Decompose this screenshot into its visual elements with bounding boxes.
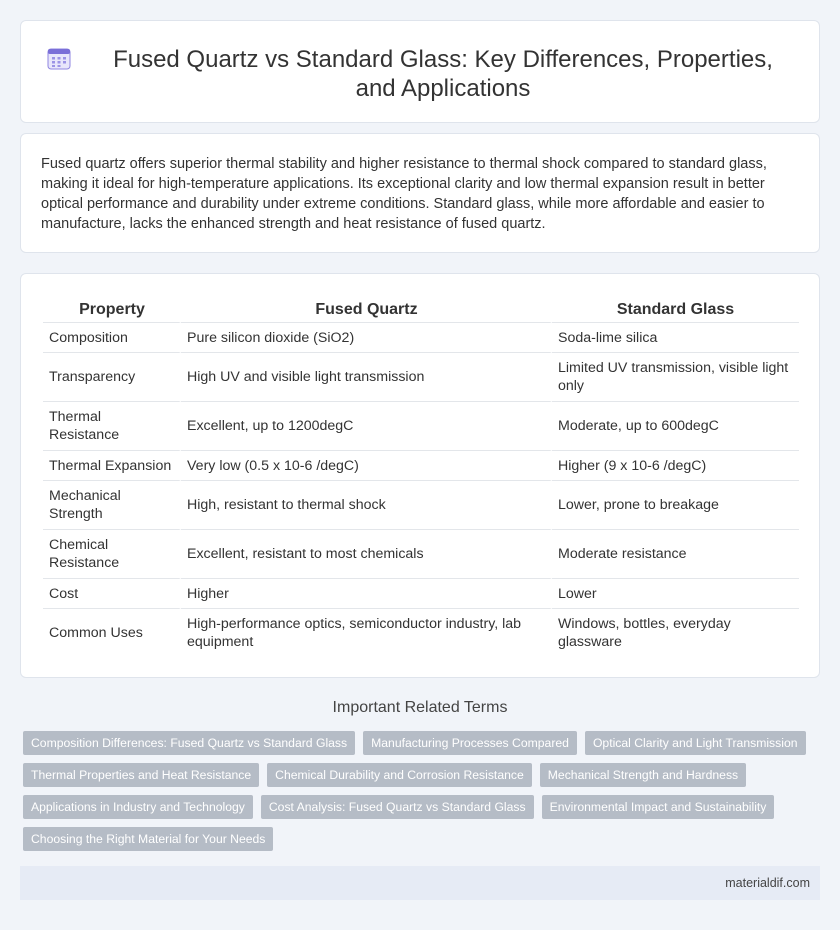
- table-cell: Thermal Resistance: [43, 401, 181, 450]
- table-cell: High, resistant to thermal shock: [181, 480, 552, 529]
- table-cell: Very low (0.5 x 10-6 /degC): [181, 450, 552, 480]
- related-term-link[interactable]: Cost Analysis: Fused Quartz vs Standard Glass: [261, 795, 534, 819]
- footer: [20, 866, 820, 900]
- intro-paragraph: Fused quartz offers superior thermal stability and higher resistance to thermal shock compared to standard glass, making it ideal for high-temperature applications. Its exceptional clarity and low thermal expansion result in better optical performance and durability under extreme conditions. Standard glass, while more affordable and easier to manufacture, lacks the enhanced strength and heat resistance of fused quartz.: [41, 156, 767, 232]
- table-cell: Transparency: [43, 352, 181, 401]
- table-cell: Lower, prone to breakage: [552, 480, 799, 529]
- related-terms-title: Important Related Terms: [332, 699, 508, 716]
- related-term-link[interactable]: Manufacturing Processes Compared: [363, 731, 577, 755]
- table-cell: Moderate resistance: [552, 529, 799, 578]
- table-row: [43, 529, 799, 578]
- related-terms-list: [23, 731, 813, 851]
- comparison-table: [43, 296, 799, 657]
- table-cell: High-performance optics, semiconductor industry, lab equipment: [181, 608, 552, 657]
- table-header-row: [43, 296, 799, 322]
- related-term-link[interactable]: Applications in Industry and Technology: [23, 795, 253, 819]
- table-cell: Pure silicon dioxide (SiO2): [181, 322, 552, 352]
- header-standard-glass: Standard Glass: [616, 301, 735, 318]
- table-row: [43, 480, 799, 529]
- table-cell: Thermal Expansion: [43, 450, 181, 480]
- table-cell: Cost: [43, 578, 181, 608]
- table-cell: Higher: [181, 578, 552, 608]
- table-cell: High UV and visible light transmission: [181, 352, 552, 401]
- table-row: [43, 578, 799, 608]
- table-cell: Composition: [43, 322, 181, 352]
- table-cell: Mechanical Strength: [43, 480, 181, 529]
- related-term-link[interactable]: Composition Differences: Fused Quartz vs Standard Glass: [23, 731, 355, 755]
- header-property: Property: [79, 301, 145, 318]
- related-term-link[interactable]: Mechanical Strength and Hardness: [540, 763, 746, 787]
- table-row: [43, 322, 799, 352]
- related-term-link[interactable]: Thermal Properties and Heat Resistance: [23, 763, 259, 787]
- table-cell: Windows, bottles, everyday glassware: [552, 608, 799, 657]
- table-cell: Excellent, up to 1200degC: [181, 401, 552, 450]
- table-cell: Higher (9 x 10-6 /degC): [552, 450, 799, 480]
- table-cell: Chemical Resistance: [43, 529, 181, 578]
- related-term-link[interactable]: Optical Clarity and Light Transmission: [585, 731, 806, 755]
- header-card: [20, 20, 820, 123]
- intro-card: [20, 133, 820, 253]
- table-cell: Moderate, up to 600degC: [552, 401, 799, 450]
- table-row: [43, 352, 799, 401]
- table-row: [43, 608, 799, 657]
- table-row: [43, 401, 799, 450]
- comparison-table-card: [20, 273, 820, 678]
- table-cell: Excellent, resistant to most chemicals: [181, 529, 552, 578]
- page-title: Fused Quartz vs Standard Glass: Key Differences, Properties, and Applications: [113, 46, 773, 102]
- footer-site-name: materialdif.com: [725, 876, 810, 890]
- related-term-link[interactable]: Chemical Durability and Corrosion Resistance: [267, 763, 532, 787]
- header-fused-quartz: Fused Quartz: [315, 301, 418, 318]
- table-cell: Lower: [552, 578, 799, 608]
- table-row: [43, 450, 799, 480]
- related-term-link[interactable]: Environmental Impact and Sustainability: [542, 795, 775, 819]
- related-term-link[interactable]: Choosing the Right Material for Your Needs: [23, 827, 273, 851]
- table-cell: Soda-lime silica: [552, 322, 799, 352]
- table-cell: Limited UV transmission, visible light only: [552, 352, 799, 401]
- table-cell: Common Uses: [43, 608, 181, 657]
